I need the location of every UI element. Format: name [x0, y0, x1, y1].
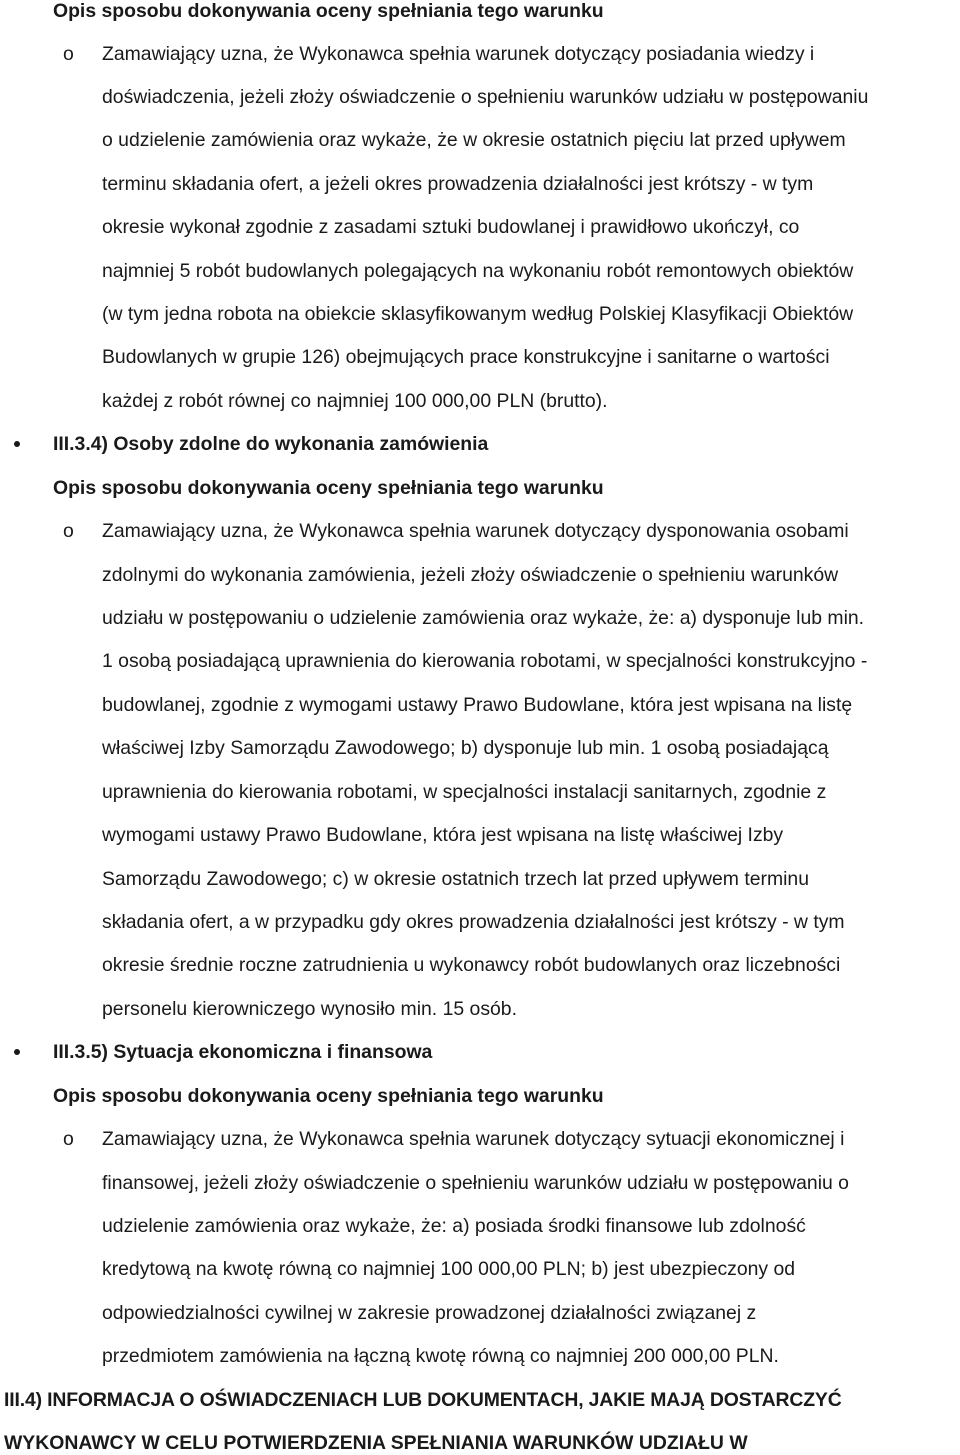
- paragraph-line: udzielenie zamówienia oraz wykaże, że: a) posiada środki finansowe lub zdolność: [102, 1215, 806, 1237]
- section-title: III.3.5) Sytuacja ekonomiczna i finansowa: [53, 1041, 433, 1063]
- paragraph-line: najmniej 5 robót budowlanych polegających na wykonaniu robót remontowych obiektów: [102, 260, 854, 282]
- section-heading: Opis sposobu dokonywania oceny spełniania tego warunku: [53, 1085, 604, 1107]
- paragraph-line: wymogami ustawy Prawo Budowlane, która jest wpisana na listę właściwej Izby: [102, 824, 784, 846]
- list-marker: o: [63, 520, 74, 542]
- paragraph-line: Zamawiający uzna, że Wykonawca spełnia warunek dotyczący posiadania wiedzy i: [102, 43, 815, 65]
- paragraph-line: (w tym jedna robota na obiekcie sklasyfikowanym według Polskiej Klasyfikacji Obiektów: [102, 303, 854, 325]
- paragraph-line: kredytową na kwotę równą co najmniej 100 000,00 PLN; b) jest ubezpieczony od: [102, 1258, 796, 1280]
- paragraph-line: Zamawiający uzna, że Wykonawca spełnia warunek dotyczący sytuacji ekonomicznej i: [102, 1128, 845, 1150]
- section-heading: Opis sposobu dokonywania oceny spełniania tego warunku: [53, 0, 604, 22]
- paragraph-line: Zamawiający uzna, że Wykonawca spełnia warunek dotyczący dysponowania osobami: [102, 520, 849, 542]
- chapter-heading: III.4) INFORMACJA O OŚWIADCZENIACH LUB DOKUMENTACH, JAKIE MAJĄ DOSTARCZYĆ: [4, 1389, 842, 1411]
- paragraph-line: udziału w postępowaniu o udzielenie zamówienia oraz wykaże, że: a) dysponuje lub min.: [102, 607, 865, 629]
- paragraph-line: okresie średnie roczne zatrudnienia u wykonawcy robót budowlanych oraz liczebności: [102, 954, 841, 976]
- list-marker: o: [63, 43, 74, 65]
- section-heading: Opis sposobu dokonywania oceny spełniania tego warunku: [53, 477, 604, 499]
- paragraph-line: przedmiotem zamówienia na łączną kwotę równą co najmniej 200 000,00 PLN.: [102, 1345, 779, 1367]
- paragraph-line: Budowlanych w grupie 126) obejmujących prace konstrukcyjne i sanitarne o wartości: [102, 346, 830, 368]
- paragraph-line: okresie wykonał zgodnie z zasadami sztuki budowlanej i prawidłowo ukończył, co: [102, 216, 800, 238]
- paragraph-line: terminu składania ofert, a jeżeli okres prowadzenia działalności jest krótszy - w tym: [102, 173, 814, 195]
- bullet-dot: [14, 441, 20, 447]
- paragraph-line: właściwej Izby Samorządu Zawodowego; b) dysponuje lub min. 1 osobą posiadającą: [102, 737, 829, 759]
- paragraph-line: Samorządu Zawodowego; c) w okresie ostatnich trzech lat przed upływem terminu: [102, 868, 809, 890]
- paragraph-line: budowlanej, zgodnie z wymogami ustawy Prawo Budowlane, która jest wpisana na listę: [102, 694, 853, 716]
- paragraph-line: każdej z robót równej co najmniej 100 000,00 PLN (brutto).: [102, 390, 608, 412]
- paragraph-line: o udzielenie zamówienia oraz wykaże, że w okresie ostatnich pięciu lat przed upływem: [102, 129, 846, 151]
- paragraph-line: personelu kierowniczego wynosiło min. 15 osób.: [102, 998, 517, 1020]
- paragraph-line: składania ofert, a w przypadku gdy okres prowadzenia działalności jest krótszy - w tym: [102, 911, 845, 933]
- section-title: III.3.4) Osoby zdolne do wykonania zamówienia: [53, 433, 489, 455]
- bullet-dot: [14, 1049, 20, 1055]
- chapter-heading: WYKONAWCY W CELU POTWIERDZENIA SPEŁNIANIA WARUNKÓW UDZIAŁU W: [4, 1432, 748, 1454]
- paragraph-line: doświadczenia, jeżeli złoży oświadczenie o spełnieniu warunków udziału w postępowaniu: [102, 86, 869, 108]
- list-marker: o: [63, 1128, 74, 1150]
- paragraph-line: zdolnymi do wykonania zamówienia, jeżeli złoży oświadczenie o spełnieniu warunków: [102, 564, 839, 586]
- paragraph-line: finansowej, jeżeli złoży oświadczenie o spełnieniu warunków udziału w postępowaniu o: [102, 1172, 849, 1194]
- paragraph-line: odpowiedzialności cywilnej w zakresie prowadzonej działalności związanej z: [102, 1302, 757, 1324]
- paragraph-line: 1 osobą posiadającą uprawnienia do kierowania robotami, w specjalności konstrukcyjno -: [102, 650, 868, 672]
- paragraph-line: uprawnienia do kierowania robotami, w specjalności instalacji sanitarnych, zgodnie z: [102, 781, 827, 803]
